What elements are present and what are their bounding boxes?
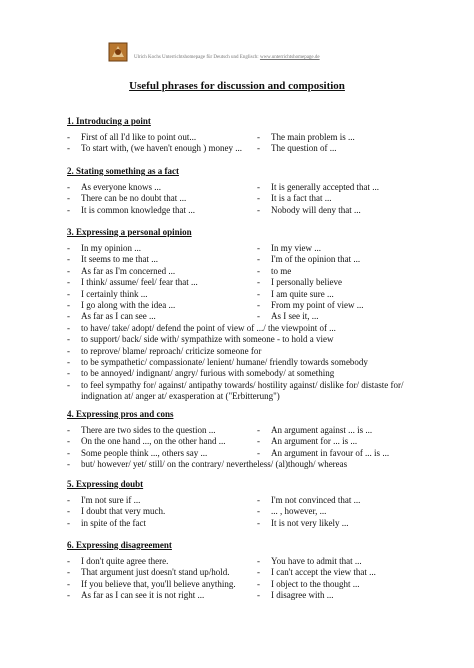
phrase-left <box>67 311 257 322</box>
phrase-text: There are two sides to the question ... <box>81 425 216 435</box>
phrase-text: The question of ... <box>271 143 337 154</box>
phrase-left <box>67 495 257 506</box>
phrase-row <box>67 266 407 277</box>
phrase-row <box>67 556 407 567</box>
phrase-text: I can't accept the view that ... <box>271 567 376 578</box>
bullet-dash: - <box>67 277 70 288</box>
phrase-text: From my point of view ... <box>271 300 364 311</box>
phrase-text: I'm of the opinion that ... <box>271 254 361 265</box>
phrase-text: As far as I can see it is not right ... <box>81 590 205 601</box>
phrase-text: Some people think ..., others say ... <box>81 447 208 458</box>
phrase-left <box>67 289 257 300</box>
phrase-row <box>67 143 407 154</box>
phrase-right <box>257 143 407 154</box>
phrase-text: On the one hand ..., on the other hand ... <box>81 436 226 447</box>
bullet-dash: - <box>257 204 260 215</box>
phrase-row <box>67 132 407 143</box>
bullet-dash: - <box>67 334 70 345</box>
bullet-dash: - <box>67 578 70 589</box>
bullet-dash: - <box>67 357 70 368</box>
section-doubt <box>67 479 407 529</box>
phrase-row <box>67 193 407 204</box>
phrase-left <box>67 254 257 265</box>
phrase-text: to be annoyed/ indignant/ angry/ furious with somebody/ at something <box>81 368 335 379</box>
phrase-row <box>67 311 407 322</box>
bullet-dash: - <box>67 345 70 356</box>
phrase-row <box>67 425 407 436</box>
phrase-text: I disagree with ... <box>271 590 334 601</box>
bullet-dash: - <box>257 265 260 276</box>
phrase-right <box>257 425 407 436</box>
bullet-dash: - <box>67 590 70 601</box>
bullet-dash: - <box>257 517 260 528</box>
phrase-text: Nobody will deny that ... <box>271 204 361 215</box>
phrase-right <box>257 266 407 277</box>
phrase-right <box>257 448 407 459</box>
phrase-text: It is not very likely ... <box>271 517 349 528</box>
phrase-text: An argument against ... is ... <box>271 425 373 435</box>
phrase-line <box>67 334 407 345</box>
phrase-text: To start with, (we haven't enough ) money ... <box>81 143 242 154</box>
phrase-left <box>67 556 257 567</box>
phrase-text: to support/ back/ side with/ sympathize with someone - to hold a view <box>81 334 334 345</box>
bullet-dash: - <box>67 556 70 566</box>
phrase-text: to be sympathetic/ compassionate/ lenient/ humane/ friendly towards somebody <box>81 357 368 368</box>
bullet-dash: - <box>67 265 70 276</box>
bullet-dash: - <box>257 567 260 578</box>
phrase-left <box>67 132 257 143</box>
phrase-text: That argument just doesn't stand up/hold. <box>81 567 230 578</box>
phrase-left <box>67 506 257 517</box>
bullet-dash: - <box>67 243 70 253</box>
bullet-dash: - <box>257 425 260 435</box>
phrase-right <box>257 590 407 601</box>
phrase-text: There can be no doubt that ... <box>81 193 187 204</box>
phrase-right <box>257 579 407 590</box>
bullet-dash: - <box>67 379 70 390</box>
section-heading: 2. Stating something as a fact <box>67 166 179 176</box>
phrase-text: I don't quite agree there. <box>81 556 169 566</box>
phrase-row <box>67 448 407 459</box>
phrase-line <box>67 380 407 391</box>
bullet-dash: - <box>257 243 260 253</box>
bullet-dash: - <box>257 143 260 154</box>
bullet-dash: - <box>67 506 70 517</box>
bullet-dash: - <box>67 459 70 470</box>
phrase-text: As far as I'm concerned ... <box>81 265 176 276</box>
section-heading: 6. Expressing disagreement <box>67 540 172 550</box>
bullet-dash: - <box>67 567 70 578</box>
phrase-line <box>67 323 407 334</box>
bullet-dash: - <box>67 322 70 333</box>
phrase-right <box>257 300 407 311</box>
phrase-row <box>67 567 407 578</box>
phrase-row <box>67 205 407 216</box>
phrase-line <box>67 459 407 470</box>
bullet-dash: - <box>257 277 260 288</box>
bullet-dash: - <box>257 447 260 458</box>
phrase-left <box>67 143 257 154</box>
bullet-dash: - <box>67 495 70 505</box>
phrase-row <box>67 277 407 288</box>
header-line: Ulrich Kochs Unterrichtshomepage für Deutsch und Englisch: <box>134 55 259 60</box>
bullet-dash: - <box>257 436 260 447</box>
bullet-dash: - <box>67 300 70 311</box>
phrase-text: to have/ take/ adopt/ defend the point of view of .../ the viewpoint of ... <box>81 322 336 333</box>
phrase-right <box>257 495 407 506</box>
phrase-row <box>67 518 407 529</box>
phrase-text: It seems to me that ... <box>81 254 158 265</box>
phrase-left <box>67 448 257 459</box>
phrase-text: As far as I can see ... <box>81 311 156 322</box>
phrase-row <box>67 506 407 517</box>
phrase-text: The main problem is ... <box>271 132 355 142</box>
bullet-dash: - <box>257 300 260 311</box>
phrase-left <box>67 205 257 216</box>
phrase-text: to feel sympathy for/ against/ antipathy towards/ hostility against/ dislike for/ distaste for/ <box>81 379 404 390</box>
phrase-text: to me <box>271 265 292 276</box>
header-link[interactable]: www.unterrichtshomepage.de <box>259 55 320 60</box>
bullet-dash: - <box>67 311 70 322</box>
bullet-dash: - <box>257 254 260 265</box>
bullet-dash: - <box>67 204 70 215</box>
phrase-text: I go along with the idea ... <box>81 300 176 311</box>
phrase-text: As everyone knows ... <box>81 182 161 192</box>
phrase-left <box>67 193 257 204</box>
phrase-left <box>67 277 257 288</box>
bullet-dash: - <box>257 556 260 566</box>
bullet-dash: - <box>257 590 260 601</box>
phrase-text: In my opinion ... <box>81 243 141 253</box>
phrase-row <box>67 590 407 601</box>
phrase-left <box>67 590 257 601</box>
phrase-left <box>67 567 257 578</box>
phrase-line <box>67 357 407 368</box>
section-heading: 5. Expressing doubt <box>67 479 144 489</box>
bullet-dash: - <box>67 182 70 192</box>
phrase-row <box>67 289 407 300</box>
bullet-dash: - <box>67 368 70 379</box>
phrase-left <box>67 518 257 529</box>
phrase-line <box>67 368 407 379</box>
bullet-dash: - <box>67 143 70 154</box>
phrase-right <box>257 567 407 578</box>
phrase-text: First of all I'd like to point out... <box>81 132 197 142</box>
bullet-dash: - <box>257 578 260 589</box>
section-disagreement <box>67 540 407 602</box>
phrase-right <box>257 518 407 529</box>
phrase-line <box>67 346 407 357</box>
phrase-text: I am quite sure ... <box>271 288 334 299</box>
phrase-right <box>257 193 407 204</box>
phrase-text: but/ however/ yet/ still/ on the contrary/ nevertheless/ (al)though/ whereas <box>81 459 348 470</box>
phrase-text: I certainly think ... <box>81 288 148 299</box>
section-introducing-a-point <box>67 116 407 155</box>
page-title: Useful phrases for discussion and composition <box>129 80 345 92</box>
bullet-dash: - <box>67 436 70 447</box>
phrase-row <box>67 243 407 254</box>
bullet-dash: - <box>257 506 260 517</box>
phrase-text: An argument for ... is ... <box>271 436 358 447</box>
phrase-right <box>257 254 407 265</box>
phrase-left <box>67 182 257 193</box>
phrase-left <box>67 243 257 254</box>
phrase-row <box>67 436 407 447</box>
bullet-dash: - <box>257 193 260 204</box>
bullet-dash: - <box>67 132 70 142</box>
bullet-dash: - <box>67 447 70 458</box>
phrase-text: I'm not sure if ... <box>81 495 141 505</box>
phrase-text: to reprove/ blame/ reproach/ criticize someone for <box>81 345 262 356</box>
phrase-text: It is a fact that ... <box>271 193 332 204</box>
phrase-row <box>67 182 407 193</box>
bullet-dash: - <box>67 254 70 265</box>
phrase-right <box>257 311 407 322</box>
phrase-right <box>257 277 407 288</box>
phrase-right <box>257 289 407 300</box>
section-pros-cons <box>67 409 407 471</box>
phrase-row <box>67 579 407 590</box>
phrase-text: I object to the thought ... <box>271 578 360 589</box>
phrase-text: ... , however, ... <box>271 506 327 517</box>
phrase-text: I'm not convinced that ... <box>271 495 361 505</box>
phrase-text: in spite of the fact <box>81 517 146 528</box>
bullet-dash: - <box>257 288 260 299</box>
bullet-dash: - <box>257 182 260 192</box>
phrase-text: It is generally accepted that ... <box>271 182 379 192</box>
phrase-text: As I see it, ... <box>271 311 319 322</box>
phrase-text: I personally believe <box>271 277 342 288</box>
phrase-text: An argument in favour of ... is ... <box>271 447 390 458</box>
header-credit <box>134 55 320 60</box>
phrase-left <box>67 300 257 311</box>
phrase-right <box>257 243 407 254</box>
section-heading: 1. Introducing a point <box>67 116 151 126</box>
phrase-text: I think/ assume/ feel/ fear that ... <box>81 277 198 288</box>
logo-icon <box>108 42 128 62</box>
phrase-right <box>257 556 407 567</box>
section-heading: 3. Expressing a personal opinion <box>67 227 192 237</box>
bullet-dash: - <box>67 517 70 528</box>
phrase-right <box>257 436 407 447</box>
phrase-text: I doubt that very much. <box>81 506 166 517</box>
continuation-line: indignation at/ anger at/ exasperation at ("Erbitterung") <box>81 391 280 402</box>
phrase-left <box>67 266 257 277</box>
phrase-left <box>67 425 257 436</box>
section-personal-opinion <box>67 227 407 403</box>
phrase-text: You have to admit that ... <box>271 556 362 566</box>
bullet-dash: - <box>257 132 260 142</box>
phrase-row <box>67 300 407 311</box>
phrase-right <box>257 506 407 517</box>
phrase-right <box>257 205 407 216</box>
section-heading: 4. Expressing pros and cons <box>67 409 174 419</box>
phrase-text: It is common knowledge that ... <box>81 204 195 215</box>
bullet-dash: - <box>257 311 260 322</box>
bullet-dash: - <box>67 288 70 299</box>
phrase-text: In my view ... <box>271 243 321 253</box>
phrase-right <box>257 132 407 143</box>
bullet-dash: - <box>257 495 260 505</box>
section-stating-fact <box>67 166 407 216</box>
bullet-dash: - <box>67 193 70 204</box>
phrase-row <box>67 495 407 506</box>
phrase-right <box>257 182 407 193</box>
phrase-row <box>67 254 407 265</box>
bullet-dash: - <box>67 425 70 435</box>
phrase-left <box>67 436 257 447</box>
phrase-left <box>67 579 257 590</box>
phrase-text: If you believe that, you'll believe anything. <box>81 578 236 589</box>
